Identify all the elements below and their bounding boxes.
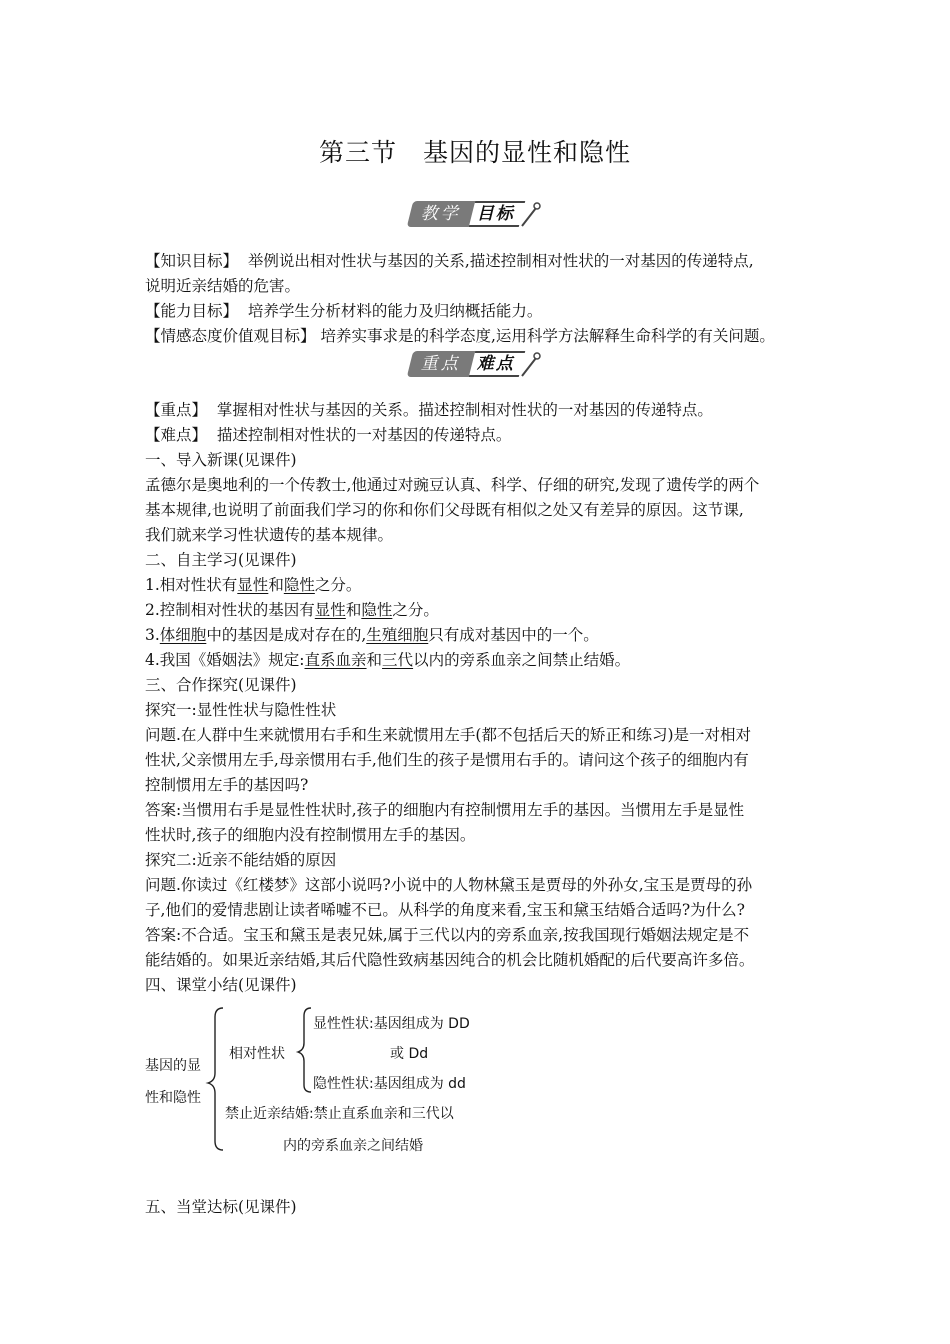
question-1-line: 控制惯用左手的基因吗?	[145, 776, 309, 794]
section1-paragraph-line: 基本规律,也说明了前面我们学习的你和你们父母既有相似之处又有差异的原因。这节课,	[145, 501, 744, 519]
diagram-branch-relative-traits: 相对性状	[229, 1046, 285, 1062]
self-study-item-1: 1.相对性状有显性和隐性之分。	[145, 576, 362, 594]
section1-paragraph-line: 孟德尔是奥地利的一个传教士,他通过对豌豆认真、科学、仔细的研究,发现了遗传学的两个	[145, 476, 760, 494]
question-2-line: 问题.你读过《红楼梦》这部小说吗?小说中的人物林黛玉是贾母的外孙女,宝玉是贾母的孙	[145, 876, 753, 894]
question-2-line: 子,他们的爱情悲剧让读者唏嘘不已。从科学的角度来看,宝玉和黛玉结婚合适吗?为什么?	[145, 901, 745, 919]
emotion-goal	[145, 324, 825, 349]
knowledge-goal-label: 【知识目标】	[145, 252, 239, 270]
question-1-line: 问题.在人群中生来就惯用右手和生来就惯用左手(都不包括后天的矫正和练习)是一对相对	[145, 726, 752, 744]
blank-answer: 隐性	[283, 576, 315, 594]
section1-paragraph-line: 我们就来学习性状遗传的基本规律。	[145, 526, 394, 544]
title-section-number: 第三节	[318, 138, 397, 167]
key-point	[145, 398, 825, 423]
diagram-root-line1: 基因的显	[145, 1058, 201, 1074]
explore-2-title: 探究二:近亲不能结婚的原因	[145, 851, 337, 869]
ability-goal	[145, 299, 825, 324]
answer-2-line: 能结婚的。如果近亲结婚,其后代隐性致病基因纯合的机会比随机婚配的后代要高许多倍。	[145, 951, 755, 969]
answer-2-line: 答案:不合适。宝玉和黛玉是表兄妹,属于三代以内的旁系血亲,按我国现行婚姻法规定是不	[145, 926, 750, 944]
question-1-line: 性状,父亲惯用左手,母亲惯用右手,他们生的孩子是惯用右手的。请问这个孩子的细胞内有	[145, 751, 749, 769]
blank-answer: 隐性	[361, 601, 393, 619]
self-study-item-3: 3.体细胞中的基因是成对存在的,生殖细胞只有成对基因中的一个。	[145, 626, 599, 644]
knowledge-goal-continued: 说明近亲结婚的危害。	[145, 277, 301, 295]
banner-goals-part1: 教学	[407, 201, 475, 227]
banner-keypoints-part2: 难点	[469, 351, 525, 377]
key-point-label: 【重点】	[145, 401, 208, 419]
knowledge-goal	[145, 249, 825, 274]
key-difficult-banner	[410, 350, 542, 378]
ability-goal-label: 【能力目标】	[145, 302, 239, 320]
section3-heading: 三、合作探究(见课件)	[145, 676, 297, 694]
blank-answer: 直系血亲	[304, 651, 367, 669]
self-study-item-2: 2.控制相对性状的基因有显性和隐性之分。	[145, 601, 439, 619]
blank-answer: 生殖细胞	[366, 626, 429, 644]
blank-answer: 三代	[382, 651, 414, 669]
diagram-root-line2: 性和隐性	[145, 1090, 201, 1106]
knowledge-goal-text: 举例说出相对性状与基因的关系,描述控制相对性状的一对基因的传递特点,	[247, 252, 754, 270]
main-body	[145, 398, 825, 998]
answer-1-line: 答案:当惯用右手是显性性状时,孩子的细胞内有控制惯用左手的基因。当惯用左手是显性	[145, 801, 745, 819]
section4-heading: 四、课堂小结(见课件)	[145, 976, 297, 994]
answer-1-line: 性状时,孩子的细胞内没有控制惯用左手的基因。	[145, 826, 476, 844]
title-topic: 基因的显性和隐性	[423, 138, 632, 167]
summary-diagram	[143, 1003, 523, 1163]
blank-answer: 体细胞	[159, 626, 207, 644]
diagram-recessive-trait: 隐性性状:基因组成为 dd	[313, 1076, 466, 1092]
goals-block	[145, 249, 825, 349]
key-point-text: 掌握相对性状与基因的关系。描述控制相对性状的一对基因的传递特点。	[216, 401, 713, 419]
explore-1-title: 探究一:显性性状与隐性性状	[145, 701, 337, 719]
section2-heading: 二、自主学习(见课件)	[145, 551, 297, 569]
banner-keypoints-part1: 重点	[407, 351, 475, 377]
section5	[145, 1195, 825, 1220]
teaching-goals-banner	[410, 200, 542, 228]
difficult-point-label: 【难点】	[145, 426, 208, 444]
self-study-item-4: 4.我国《婚姻法》规定:直系血亲和三代以内的旁系血亲之间禁止结婚。	[145, 651, 631, 669]
banner-goals-part2: 目标	[469, 201, 525, 227]
difficult-point-text: 描述控制相对性状的一对基因的传递特点。	[216, 426, 512, 444]
diagram-branch-marriage: 禁止近亲结婚:禁止直系血亲和三代以	[225, 1106, 454, 1122]
page-title	[0, 133, 950, 169]
difficult-point	[145, 423, 825, 448]
diagram-dominant-trait: 显性性状:基因组成为 DD	[313, 1016, 470, 1032]
emotion-goal-text: 培养实事求是的科学态度,运用科学方法解释生命科学的有关问题。	[320, 327, 775, 345]
section1-heading: 一、导入新课(见课件)	[145, 451, 297, 469]
emotion-goal-label: 【情感态度价值观目标】	[145, 327, 316, 345]
diagram-branch-marriage-continued: 内的旁系血亲之间结婚	[283, 1138, 423, 1154]
blank-answer: 显性	[314, 601, 346, 619]
blank-answer: 显性	[237, 576, 269, 594]
section5-heading: 五、当堂达标(见课件)	[145, 1198, 297, 1216]
diagram-dominant-trait-continued: 或 Dd	[390, 1046, 429, 1062]
ability-goal-text: 培养学生分析材料的能力及归纳概括能力。	[247, 302, 543, 320]
